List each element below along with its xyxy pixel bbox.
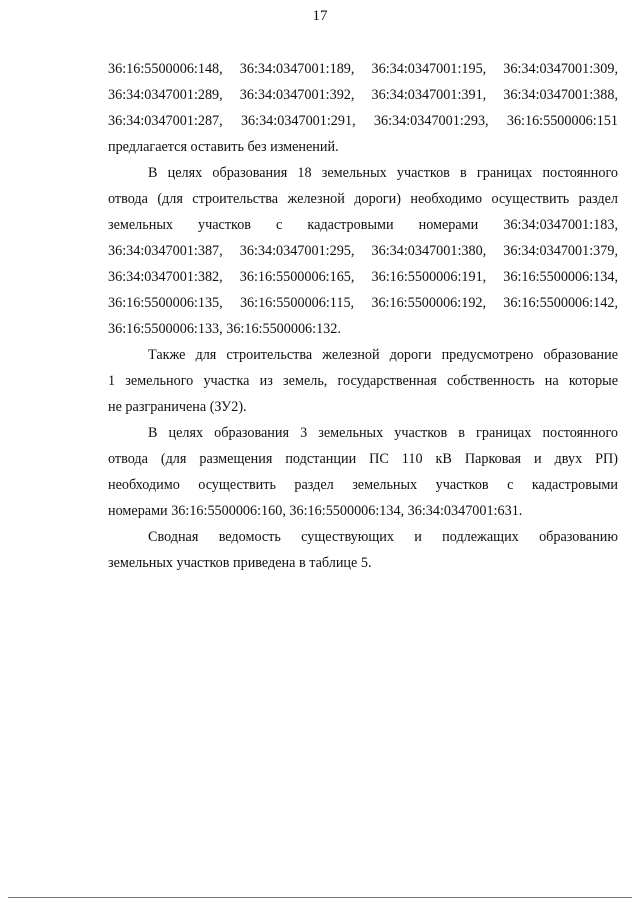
text-line: необходимо осуществить раздел земельных участков с кадастровыми <box>108 477 618 493</box>
text-line: земельных участков с кадастровыми номерами 36:34:0347001:183, <box>108 217 618 233</box>
text-line: Сводная ведомость существующих и подлежащих образованию <box>148 529 618 545</box>
text-line: 36:34:0347001:287, 36:34:0347001:291, 36:34:0347001:293, 36:16:5500006:151 <box>108 113 618 129</box>
text-line: 36:34:0347001:387, 36:34:0347001:295, 36:34:0347001:380, 36:34:0347001:379, <box>108 243 618 259</box>
text-line: не разграничена (ЗУ2). <box>108 399 247 415</box>
text-line: 1 земельного участка из земель, государственная собственность на которые <box>108 373 618 389</box>
text-line: В целях образования 3 земельных участков в границах постоянного <box>148 425 618 441</box>
paragraph-summary-table <box>108 524 618 576</box>
text-line: 36:34:0347001:289, 36:34:0347001:392, 36:34:0347001:391, 36:34:0347001:388, <box>108 87 618 103</box>
paragraph-18-plots <box>108 160 618 342</box>
paragraph-3-plots <box>108 420 618 524</box>
text-line: 36:16:5500006:135, 36:16:5500006:115, 36:16:5500006:192, 36:16:5500006:142, <box>108 295 618 311</box>
text-line: В целях образования 18 земельных участков в границах постоянного <box>148 165 618 181</box>
text-line: 36:16:5500006:133, 36:16:5500006:132. <box>108 321 341 337</box>
text-line: 36:16:5500006:148, 36:34:0347001:189, 36:34:0347001:195, 36:34:0347001:309, <box>108 61 618 77</box>
document-body <box>108 56 618 576</box>
page-number: 17 <box>312 8 328 24</box>
paragraph-zu2 <box>108 342 618 420</box>
text-line: 36:34:0347001:382, 36:16:5500006:165, 36:16:5500006:191, 36:16:5500006:134, <box>108 269 618 285</box>
text-line: предлагается оставить без изменений. <box>108 139 339 155</box>
text-line: земельных участков приведена в таблице 5. <box>108 555 372 571</box>
text-line: Также для строительства железной дороги предусмотрено образование <box>148 347 618 363</box>
text-line: номерами 36:16:5500006:160, 36:16:5500006:134, 36:34:0347001:631. <box>108 503 523 519</box>
text-line: отвода (для размещения подстанции ПС 110 кВ Парковая и двух РП) <box>108 451 618 467</box>
paragraph-cadastral-continued <box>108 56 618 160</box>
text-line: отвода (для строительства железной дороги) необходимо осуществить раздел <box>108 191 618 207</box>
scan-edge-line <box>8 897 632 898</box>
